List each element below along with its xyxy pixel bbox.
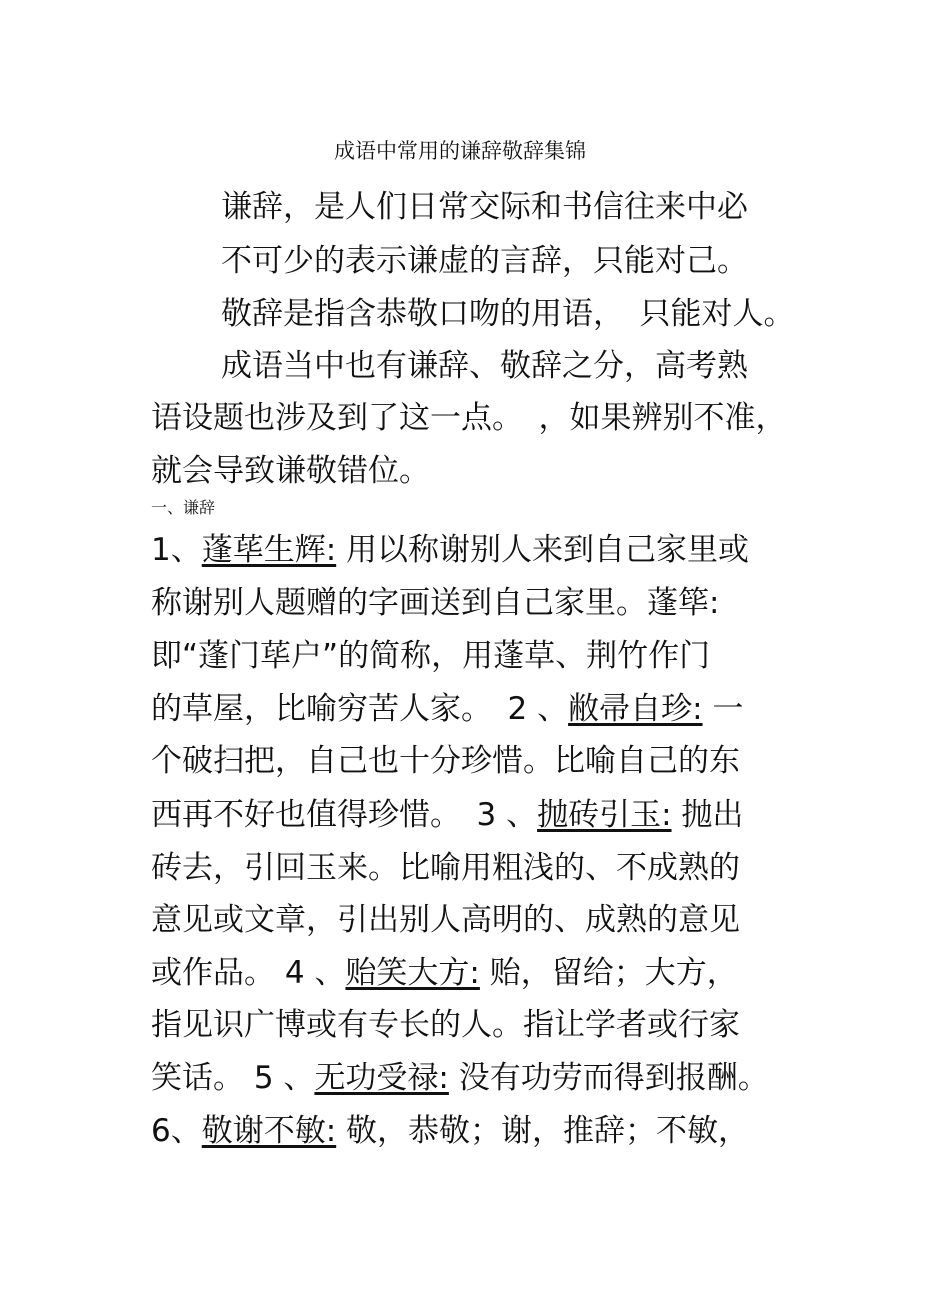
item-number: 3 、 [476, 797, 538, 833]
section-heading: 一、谦辞 [151, 498, 216, 517]
idiom-term: 敝帚自珍: [568, 691, 703, 727]
item-number: 4 、 [284, 955, 346, 991]
body-line-11 [151, 1058, 769, 1098]
idiom-term: 蓬荜生辉: [201, 532, 337, 568]
body-line-12 [151, 1111, 749, 1151]
body-line-5: 个破扫把，自己也十分珍惜。比喻自己的东 [151, 743, 740, 779]
body-line-1 [151, 530, 749, 570]
body-line-3: 即“蓬门荜户”的简称，用蓬草、荆竹作门 [151, 638, 711, 674]
body-line-4 [151, 689, 743, 729]
item-number: 5 、 [253, 1060, 315, 1096]
page-title: 成语中常用的谦辞敬辞集锦 [334, 139, 586, 163]
idiom-term: 敬谢不敏: [201, 1113, 337, 1149]
item-text: 西再不好也值得珍惜。 [151, 797, 477, 833]
intro-line-4: 成语当中也有谦辞、敬辞之分，高考熟 [221, 348, 748, 384]
intro-line-5: 语设题也涉及到了这一点。 ，如果辨别不准， [151, 400, 787, 436]
idiom-term: 抛砖引玉: [537, 797, 672, 833]
item-text: 贻，留给；大方， [479, 955, 738, 991]
item-text: 一 [702, 691, 744, 727]
intro-line-1: 谦辞，是人们日常交际和书信往来中必 [221, 189, 748, 225]
item-text: 或作品。 [151, 955, 285, 991]
intro-line-3: 敬辞是指含恭敬口吻的用语， 只能对人。 [221, 296, 795, 332]
body-line-8: 意见或文章，引出别人高明的、成熟的意见 [151, 902, 740, 938]
item-text: 抛出 [671, 797, 744, 833]
body-line-10: 指见识广博或有专长的人。指让学者或行家 [151, 1007, 740, 1043]
idiom-term: 无功受禄: [314, 1060, 449, 1096]
item-text: 没有功劳而得到报酬。 [448, 1060, 769, 1096]
item-text: 用以称谢别人来到自己家里或 [336, 532, 750, 568]
item-number: 1、 [151, 532, 202, 568]
body-line-7: 砖去，引回玉来。比喻用粗浅的、不成熟的 [151, 850, 740, 886]
body-line-6 [151, 795, 743, 835]
item-text: 敬，恭敬；谢，推辞；不敏， [336, 1113, 750, 1149]
intro-line-6: 就会导致谦敬错位。 [151, 453, 430, 489]
item-number: 2 、 [507, 691, 569, 727]
item-text: 的草屋，比喻穷苦人家。 [151, 691, 508, 727]
item-number: 6、 [151, 1113, 202, 1149]
body-line-2: 称谢别人题赠的字画送到自己家里。蓬筚: [151, 585, 720, 621]
item-text: 笑话。 [151, 1060, 254, 1096]
body-line-9 [151, 953, 738, 993]
idiom-term: 贻笑大方: [345, 955, 480, 991]
intro-line-2: 不可少的表示谦虚的言辞，只能对己。 [221, 243, 748, 279]
